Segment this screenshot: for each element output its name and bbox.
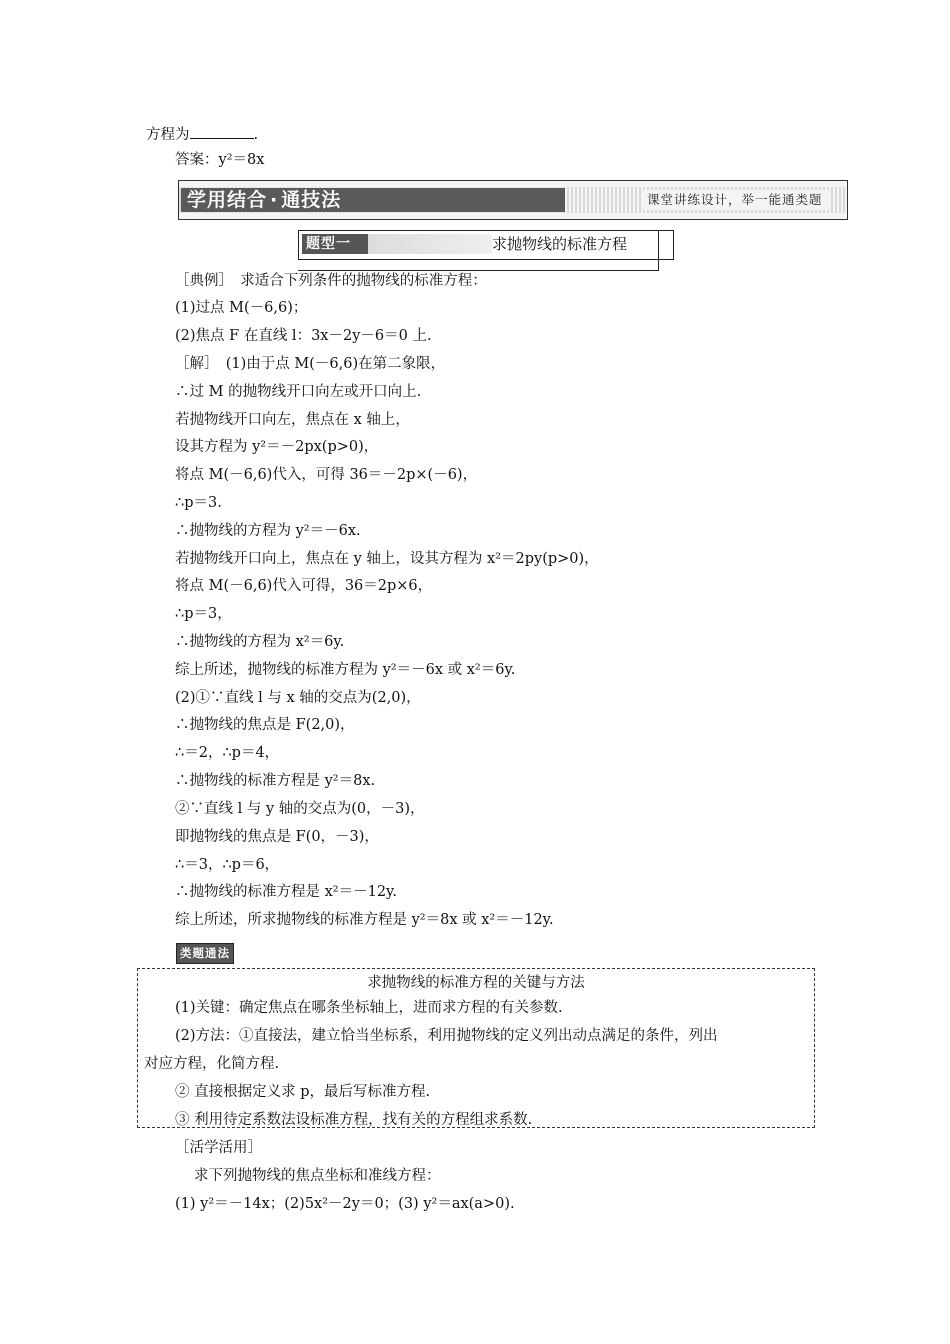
example-line: ②∵直线 l 与 y 轴的交点为(0，－3)，: [175, 801, 425, 817]
example-line: ∴抛物线的焦点是 F(2,0)，: [175, 717, 355, 733]
example-line: (2)焦点 F 在直线 l：3x－2y－6＝0 上.: [175, 328, 432, 344]
method-line: (2)方法：①直接法，建立恰当坐标系，利用抛物线的定义列出动点满足的条件，列出: [175, 1028, 718, 1044]
example-line: ∴过 M 的抛物线开口向左或开口向上.: [175, 384, 422, 400]
question-type-header: [298, 230, 674, 260]
example-line: ∴＝2，∴p＝4，: [175, 745, 280, 761]
example-line: 若抛物线开口向左，焦点在 x 轴上，: [175, 412, 410, 428]
example-line: 综上所述，所求抛物线的标准方程是 y²＝8x 或 x²＝－12y.: [175, 912, 554, 928]
example-line: ∴抛物线的标准方程是 y²＝8x.: [175, 773, 376, 789]
method-title: 求抛物线的标准方程的关键与方法: [367, 975, 585, 991]
method-line: ③ 利用待定系数法设标准方程，找有关的方程组求系数.: [175, 1112, 533, 1128]
example-line: ∴抛物线的标准方程是 x²＝－12y.: [175, 884, 397, 900]
example-line: ［典例］ 求适合下列条件的抛物线的标准方程：: [175, 273, 487, 289]
example-line: (2)①∵直线 l 与 x 轴的交点为(2,0)，: [175, 690, 421, 706]
practice-heading: ［活学活用］: [175, 1140, 262, 1156]
banner-main-right: 通技法: [281, 189, 342, 211]
example-line: ∴p＝3.: [175, 495, 222, 511]
example-line: 设其方程为 y²＝－2px(p>0)，: [175, 439, 379, 455]
practice-prompt: 求下列抛物线的焦点坐标和准线方程：: [194, 1168, 441, 1184]
method-box: [137, 968, 815, 1128]
example-line: 将点 M(－6,6)代入可得，36＝2p×6，: [175, 578, 433, 594]
banner-subtitle: 课堂讲练设计，举一能通类题: [641, 190, 829, 210]
banner-main-dot: ·: [270, 189, 279, 211]
example-line: ［解］ (1)由于点 M(－6,6)在第二象限，: [175, 356, 446, 372]
example-line: ∴＝3，∴p＝6，: [175, 857, 280, 873]
question-tail-suffix: .: [253, 127, 259, 143]
question-tail-prefix: 方程为: [146, 127, 190, 143]
example-line: 综上所述，抛物线的标准方程为 y²＝－6x 或 x²＝6y.: [175, 662, 516, 678]
answer-blank: [190, 124, 254, 139]
example-line: 将点 M(－6,6)代入，可得 36＝－2p×(－6)，: [175, 467, 478, 483]
method-line: 对应方程，化简方程.: [144, 1056, 280, 1072]
question-type-tag: [302, 234, 492, 254]
method-line: (1)关键：确定焦点在哪条坐标轴上，进而求方程的有关参数.: [175, 1000, 563, 1016]
practice-items: (1) y²＝－14x；(2)5x²－2y＝0；(3) y²＝ax(a>0).: [175, 1196, 515, 1212]
question-type-title: 求抛物线的标准方程: [492, 235, 628, 253]
example-line: ∴抛物线的方程为 y²＝－6x.: [175, 523, 361, 539]
example-line: 若抛物线开口向上，焦点在 y 轴上，设其方程为 x²＝2py(p>0)，: [175, 551, 599, 567]
question-type-tag-text: 题型一: [306, 236, 351, 252]
example-line: ∴p＝3，: [175, 606, 232, 622]
method-line: ② 直接根据定义求 p，最后写标准方程.: [175, 1084, 431, 1100]
method-tag: 类题通法: [176, 943, 234, 964]
banner-main-left: 学用结合: [187, 189, 268, 211]
banner-main-title: [181, 188, 565, 212]
question-tail: [146, 124, 258, 145]
example-line: ∴抛物线的方程为 x²＝6y.: [175, 634, 345, 650]
section-banner: [178, 180, 848, 220]
example-line: (1)过点 M(－6,6)；: [175, 300, 308, 316]
example-line: 即抛物线的焦点是 F(0，－3)，: [175, 829, 379, 845]
answer-line: 答案：y²＝8x: [175, 152, 265, 168]
